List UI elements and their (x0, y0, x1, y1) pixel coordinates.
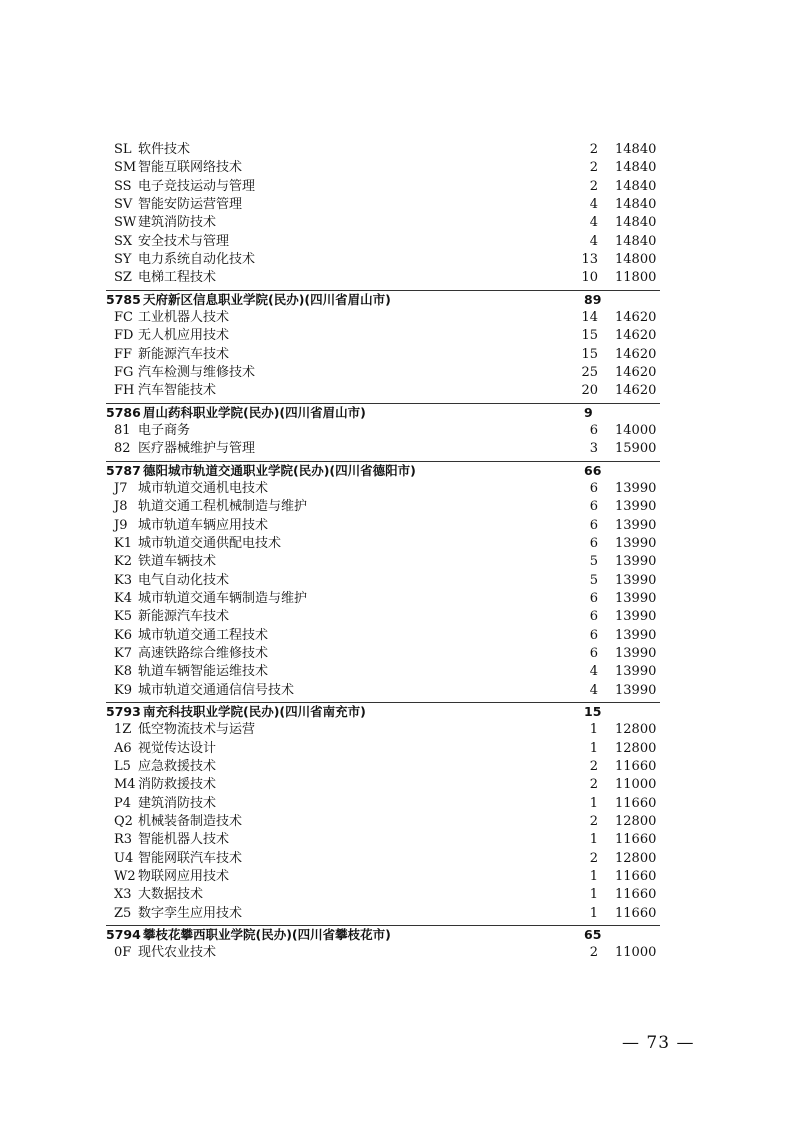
school-name: 德阳城市轨道交通职业学院(民办)(四川省德阳市) (143, 462, 416, 478)
major-row (0, 831, 800, 849)
major-name: 城市轨道交通工程技术 (138, 627, 269, 643)
major-plan: 4 (589, 664, 598, 680)
major-row (0, 214, 800, 232)
major-name: 无人机应用技术 (138, 328, 230, 344)
major-fee: 11000 (615, 777, 657, 793)
major-row (0, 627, 800, 645)
major-row (0, 645, 800, 663)
major-plan: 6 (589, 480, 598, 496)
school-row (0, 462, 800, 480)
school-row (0, 926, 800, 944)
major-row (0, 795, 800, 813)
major-code: A6 (114, 740, 132, 756)
major-row (0, 682, 800, 700)
major-code: K5 (114, 609, 132, 625)
major-row (0, 886, 800, 904)
major-code: W2 (114, 868, 136, 884)
major-fee: 14620 (615, 364, 657, 380)
major-fee: 13990 (615, 554, 657, 570)
major-row (0, 159, 800, 177)
major-fee: 13990 (615, 682, 657, 698)
major-row (0, 309, 800, 327)
major-row (0, 498, 800, 516)
major-plan: 20 (581, 383, 598, 399)
major-fee: 11660 (615, 758, 657, 774)
major-code: J8 (114, 499, 128, 515)
major-fee: 14000 (615, 422, 657, 438)
major-code: M4 (114, 777, 136, 793)
major-fee: 12800 (615, 722, 657, 738)
major-code: FG (114, 364, 134, 380)
major-fee: 11660 (615, 887, 657, 903)
major-row (0, 346, 800, 364)
school-code: 5793 (106, 703, 141, 719)
major-fee: 11660 (615, 832, 657, 848)
major-plan: 2 (589, 813, 598, 829)
major-fee: 11800 (615, 270, 657, 286)
major-name: 消防救援技术 (138, 777, 217, 793)
school-plan-total: 9 (584, 404, 593, 420)
major-name: 软件技术 (138, 142, 191, 157)
major-plan: 15 (581, 346, 598, 362)
major-plan: 2 (589, 178, 598, 194)
major-name: 城市轨道车辆应用技术 (138, 517, 269, 533)
major-plan: 1 (589, 832, 598, 848)
major-name: 视觉传达设计 (138, 740, 217, 756)
major-plan: 4 (589, 215, 598, 231)
major-name: 新能源汽车技术 (138, 346, 230, 362)
major-plan: 4 (589, 682, 598, 698)
page-number: — 73 — (622, 1033, 695, 1053)
major-fee: 11660 (615, 905, 657, 921)
major-fee: 13990 (615, 480, 657, 496)
major-row (0, 196, 800, 214)
school-code: 5786 (106, 404, 141, 420)
major-plan: 2 (589, 945, 598, 961)
major-code: FH (114, 383, 135, 399)
major-name: 高速铁路综合维修技术 (138, 645, 269, 661)
major-plan: 1 (589, 722, 598, 738)
major-fee: 14840 (615, 196, 657, 212)
major-row (0, 535, 800, 553)
major-name: 应急救援技术 (138, 758, 217, 774)
major-name: 机械装备制造技术 (138, 813, 243, 829)
school-name: 眉山药科职业学院(民办)(四川省眉山市) (143, 404, 366, 420)
major-plan: 1 (589, 740, 598, 756)
school-row (0, 291, 800, 309)
major-plan: 6 (589, 517, 598, 533)
major-name: 工业机器人技术 (138, 309, 230, 325)
major-code: SS (114, 178, 132, 194)
major-row (0, 758, 800, 776)
major-plan: 1 (589, 905, 598, 921)
major-fee: 14840 (615, 215, 657, 231)
major-name: 城市轨道交通通信信号技术 (138, 682, 295, 698)
major-name: 电子竞技运动与管理 (138, 178, 256, 194)
major-code: K9 (114, 682, 132, 698)
major-fee: 12800 (615, 740, 657, 756)
major-row (0, 517, 800, 535)
major-code: X3 (114, 887, 132, 903)
major-plan: 6 (589, 535, 598, 551)
major-code: K1 (114, 535, 132, 551)
major-fee: 14840 (615, 160, 657, 176)
major-name: 智能网联汽车技术 (138, 850, 243, 866)
major-fee: 15900 (615, 441, 657, 457)
major-name: 汽车智能技术 (138, 383, 217, 399)
major-name: 电梯工程技术 (138, 270, 217, 286)
major-code: SZ (114, 270, 132, 286)
major-code: FF (114, 346, 133, 362)
major-name: 智能机器人技术 (138, 832, 230, 848)
major-plan: 13 (581, 251, 598, 267)
major-plan: 2 (589, 777, 598, 793)
major-plan: 2 (589, 850, 598, 866)
major-row (0, 178, 800, 196)
major-name: 建筑消防技术 (138, 215, 217, 231)
major-code: 1Z (114, 722, 132, 738)
major-plan: 4 (589, 196, 598, 212)
major-name: 城市轨道交通机电技术 (138, 480, 269, 496)
major-plan: 4 (589, 233, 598, 249)
major-code: J7 (114, 480, 128, 496)
major-code: FD (114, 328, 134, 344)
major-plan: 6 (589, 590, 598, 606)
major-name: 轨道车辆智能运维技术 (138, 664, 269, 680)
major-fee: 13990 (615, 499, 657, 515)
major-fee: 13990 (615, 627, 657, 643)
major-row (0, 364, 800, 382)
major-row (0, 480, 800, 498)
major-name: 安全技术与管理 (138, 233, 230, 249)
major-code: K7 (114, 645, 132, 661)
major-row (0, 608, 800, 626)
major-row (0, 422, 800, 440)
major-plan: 5 (589, 554, 598, 570)
major-row (0, 233, 800, 251)
major-plan: 6 (589, 645, 598, 661)
major-plan: 15 (581, 328, 598, 344)
major-plan: 10 (581, 270, 598, 286)
major-fee: 13990 (615, 590, 657, 606)
major-row (0, 440, 800, 458)
major-code: SY (114, 251, 132, 267)
major-plan: 14 (581, 309, 598, 325)
major-name: 建筑消防技术 (138, 795, 217, 811)
major-code: K3 (114, 572, 132, 588)
major-fee: 11660 (615, 795, 657, 811)
major-code: K6 (114, 627, 132, 643)
major-plan: 1 (589, 887, 598, 903)
school-name: 南充科技职业学院(民办)(四川省南充市) (143, 703, 366, 719)
major-code: K2 (114, 554, 132, 570)
major-name: 轨道交通工程机械制造与维护 (138, 499, 308, 515)
major-row (0, 868, 800, 886)
major-fee: 14620 (615, 328, 657, 344)
school-name: 攀枝花攀西职业学院(民办)(四川省攀枝花市) (143, 926, 391, 942)
major-name: 数字孪生应用技术 (138, 905, 243, 921)
major-row (0, 251, 800, 269)
major-plan: 2 (589, 758, 598, 774)
major-fee: 13990 (615, 609, 657, 625)
major-row (0, 905, 800, 923)
major-plan: 3 (589, 441, 598, 457)
major-row (0, 382, 800, 400)
major-row (0, 776, 800, 794)
major-code: FC (114, 309, 133, 325)
major-code: K4 (114, 590, 132, 606)
major-row (0, 740, 800, 758)
major-fee: 14840 (615, 142, 657, 157)
major-name: 物联网应用技术 (138, 868, 230, 884)
major-name: 新能源汽车技术 (138, 609, 230, 625)
major-name: 电气自动化技术 (138, 572, 230, 588)
major-row (0, 944, 800, 962)
major-code: SX (114, 233, 133, 249)
major-name: 电力系统自动化技术 (138, 251, 256, 267)
major-row (0, 590, 800, 608)
major-row (0, 327, 800, 345)
school-row (0, 404, 800, 422)
major-code: SW (114, 215, 137, 231)
major-name: 电子商务 (138, 422, 191, 438)
major-plan: 6 (589, 627, 598, 643)
major-plan: 6 (589, 609, 598, 625)
major-fee: 11000 (615, 945, 657, 961)
major-fee: 11660 (615, 868, 657, 884)
major-code: SM (114, 160, 137, 176)
major-fee: 13990 (615, 572, 657, 588)
major-fee: 14620 (615, 383, 657, 399)
major-row (0, 269, 800, 287)
major-plan: 1 (589, 868, 598, 884)
major-name: 城市轨道交通车辆制造与维护 (138, 590, 308, 606)
major-plan: 25 (581, 364, 598, 380)
major-plan: 5 (589, 572, 598, 588)
school-row (0, 703, 800, 721)
major-code: 0F (114, 945, 132, 961)
major-row (0, 553, 800, 571)
major-code: P4 (114, 795, 132, 811)
major-fee: 13990 (615, 664, 657, 680)
major-code: L5 (114, 758, 131, 774)
school-plan-total: 65 (584, 926, 602, 942)
major-name: 智能互联网络技术 (138, 160, 243, 176)
major-row (0, 813, 800, 831)
school-code: 5785 (106, 291, 141, 307)
major-fee: 13990 (615, 517, 657, 533)
major-fee: 14620 (615, 309, 657, 325)
major-name: 城市轨道交通供配电技术 (138, 535, 282, 551)
major-fee: 14800 (615, 251, 657, 267)
major-name: 铁道车辆技术 (138, 554, 217, 570)
major-row (0, 663, 800, 681)
school-name: 天府新区信息职业学院(民办)(四川省眉山市) (143, 291, 391, 307)
major-fee: 14840 (615, 178, 657, 194)
major-fee: 13990 (615, 535, 657, 551)
major-row (0, 850, 800, 868)
major-row (0, 141, 800, 159)
school-code: 5794 (106, 926, 141, 942)
major-name: 大数据技术 (138, 887, 204, 903)
major-code: 81 (114, 422, 131, 438)
major-name: 低空物流技术与运营 (138, 722, 256, 738)
major-plan: 2 (589, 142, 598, 157)
school-plan-total: 89 (584, 291, 602, 307)
major-fee: 13990 (615, 645, 657, 661)
major-fee: 12800 (615, 813, 657, 829)
major-code: Z5 (114, 905, 132, 921)
major-code: 82 (114, 441, 131, 457)
school-code: 5787 (106, 462, 141, 478)
major-name: 智能安防运营管理 (138, 196, 243, 212)
major-row (0, 721, 800, 739)
school-plan-total: 66 (584, 462, 602, 478)
major-name: 汽车检测与维修技术 (138, 364, 256, 380)
major-plan: 6 (589, 499, 598, 515)
major-row (0, 572, 800, 590)
major-fee: 14620 (615, 346, 657, 362)
major-name: 现代农业技术 (138, 945, 217, 961)
major-code: R3 (114, 832, 133, 848)
major-code: Q2 (114, 813, 133, 829)
major-plan: 2 (589, 160, 598, 176)
major-fee: 12800 (615, 850, 657, 866)
major-name: 医疗器械维护与管理 (138, 441, 256, 457)
major-code: SV (114, 196, 133, 212)
major-plan: 1 (589, 795, 598, 811)
major-code: K8 (114, 664, 132, 680)
major-code: U4 (114, 850, 134, 866)
major-code: J9 (114, 517, 128, 533)
major-plan: 6 (589, 422, 598, 438)
school-plan-total: 15 (584, 703, 602, 719)
major-code: SL (114, 142, 132, 157)
major-fee: 14840 (615, 233, 657, 249)
